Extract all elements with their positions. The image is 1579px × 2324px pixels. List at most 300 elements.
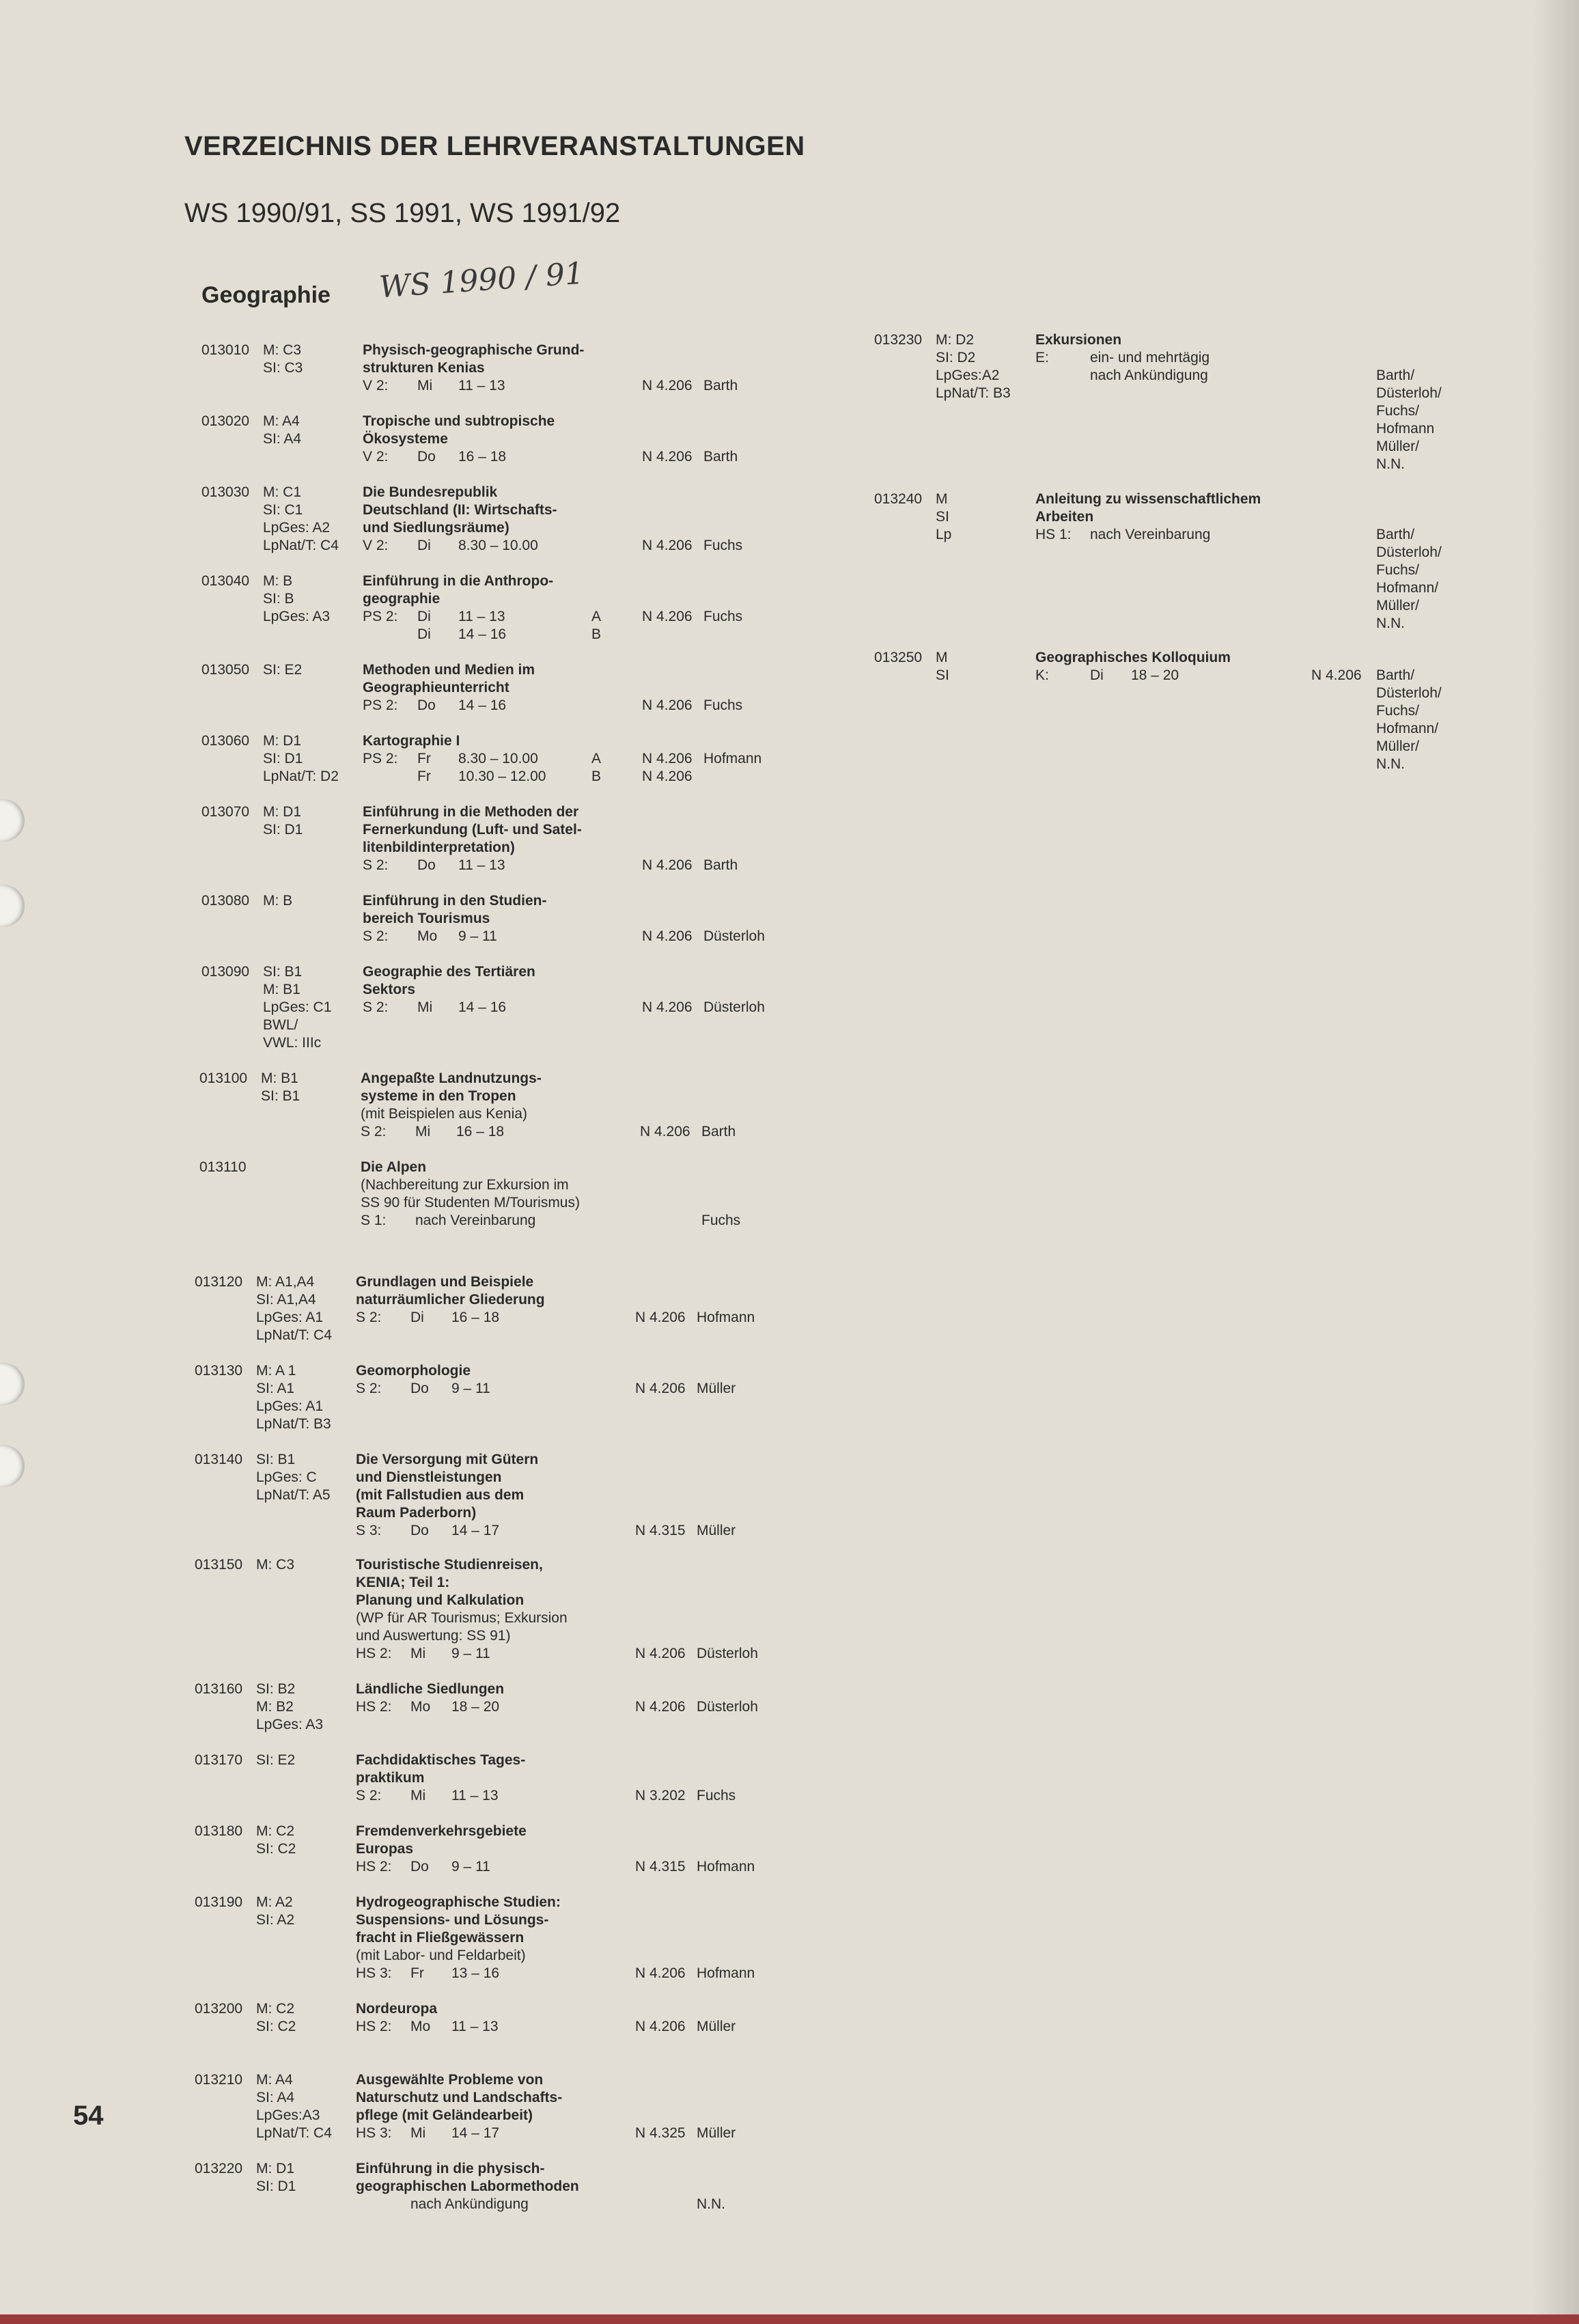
course-info <box>356 1273 615 1327</box>
schedule-type: S 2: <box>361 1124 387 1139</box>
schedule-line <box>356 1380 615 1398</box>
schedule-line <box>356 1698 615 1716</box>
schedule-type: S 2: <box>356 1788 382 1803</box>
program-code: SI: B <box>263 591 294 607</box>
schedule-day: Mo <box>417 928 438 944</box>
lecturer: Düsterloh/ <box>1376 685 1442 701</box>
course-title-line: Nordeuropa <box>356 2001 438 2017</box>
program-code: SI: B1 <box>256 1452 296 1467</box>
schedule-time: 18 – 20 <box>1131 667 1179 683</box>
room: N 4.206 <box>642 928 693 944</box>
lecturer-column <box>703 608 813 626</box>
lecturer: Düsterloh/ <box>1376 544 1442 560</box>
course-number: 013030 <box>201 484 250 500</box>
lecturer-column <box>703 857 813 874</box>
schedule-day: Do <box>417 697 436 713</box>
course-title-line: Raum Paderborn) <box>356 1505 477 1521</box>
course-number: 013050 <box>201 662 250 678</box>
schedule-time: 9 – 11 <box>451 1381 490 1396</box>
program-code: SI: D1 <box>263 822 303 838</box>
course-title-line: Suspensions- und Lösungs- <box>356 1912 549 1928</box>
lecturer: Hofmann/ <box>1376 721 1439 736</box>
program-code: LpNat/T: C4 <box>256 2125 332 2141</box>
schedule-line <box>363 750 622 768</box>
program-code: SI: E2 <box>256 1752 296 1768</box>
room: N 4.206 <box>642 538 693 553</box>
program-code: M: B1 <box>261 1070 298 1086</box>
course-title-line: geographischen Labormethoden <box>356 2178 579 2194</box>
schedule-line <box>356 2125 615 2142</box>
lecturer-column <box>703 377 813 395</box>
schedule-type: K: <box>1035 667 1049 683</box>
course-number: 013230 <box>874 332 923 348</box>
schedule-type: S 2: <box>363 857 389 873</box>
lecturer-column <box>697 1645 806 1663</box>
lecturer-column <box>697 1380 806 1398</box>
schedule-type: S 2: <box>356 1310 382 1325</box>
lecturer-column <box>703 448 813 466</box>
room: N 4.206 <box>642 378 693 393</box>
course-title-line: Anleitung zu wissenschaftlichem <box>1035 491 1261 507</box>
punch-hole <box>0 1445 25 1487</box>
schedule-day: Mo <box>410 1699 431 1715</box>
room: N 3.202 <box>635 1788 686 1803</box>
lecturer: Fuchs <box>703 697 743 713</box>
lecturer: Düsterloh <box>703 999 765 1015</box>
course-number: 013080 <box>201 893 250 909</box>
program-code: M: D1 <box>263 804 302 820</box>
schedule-line <box>363 537 622 555</box>
room: N 4.315 <box>635 1523 686 1538</box>
program-codes <box>256 2071 359 2142</box>
schedule-time: 8.30 – 10.00 <box>458 538 538 553</box>
lecturer: N.N. <box>1376 456 1405 472</box>
schedule-line <box>1035 667 1295 684</box>
program-codes <box>256 1680 359 1734</box>
program-codes <box>256 1451 359 1504</box>
room: N 4.206 <box>642 697 693 713</box>
program-codes <box>256 1362 359 1433</box>
schedule-group: B <box>591 769 602 784</box>
lecturer: Hofmann <box>697 1965 755 1981</box>
program-code: M: A2 <box>256 1894 293 1910</box>
punch-hole <box>0 885 25 927</box>
schedule-time: 8.30 – 10.00 <box>458 751 538 766</box>
schedule-type: PS 2: <box>363 609 398 624</box>
lecturer: N.N. <box>1376 615 1405 631</box>
program-code: SI: E2 <box>263 662 303 678</box>
schedule-type: E: <box>1035 350 1049 365</box>
schedule-day: nach Vereinbarung <box>415 1213 536 1228</box>
schedule-day: Mo <box>410 2019 431 2034</box>
lecturer: Müller/ <box>1376 738 1420 754</box>
program-code: LpNat/T: C4 <box>256 1327 332 1343</box>
room: N 4.206 <box>635 1381 686 1396</box>
course-number: 013180 <box>195 1823 243 1839</box>
course-title-line: Ausgewählte Probleme von <box>356 2072 544 2088</box>
lecturer: Fuchs <box>697 1788 736 1803</box>
program-code: M: C3 <box>263 342 302 358</box>
course-title-line: Physisch-geographische Grund- <box>363 342 585 358</box>
course-title-line: Geographieunterricht <box>363 680 509 695</box>
course-note-line: (mit Labor- und Feldarbeit) <box>356 1948 526 1963</box>
schedule-day: Fr <box>410 1965 424 1981</box>
schedule-type: HS 2: <box>356 1699 392 1715</box>
course-number: 013140 <box>195 1452 243 1467</box>
course-info <box>363 572 622 644</box>
lecturer-column <box>697 1858 806 1876</box>
schedule-line <box>363 448 622 466</box>
schedule-line <box>363 857 622 874</box>
schedule-type: HS 3: <box>356 2125 392 2141</box>
program-code: LpNat/T: C4 <box>263 538 339 553</box>
room: N 4.206 <box>642 609 693 624</box>
lecturer: Müller <box>697 2019 736 2034</box>
program-code: M: D1 <box>256 2161 295 2176</box>
program-code: M <box>936 650 948 665</box>
schedule-type: PS 2: <box>363 751 398 766</box>
lecturer: Hofmann <box>697 1859 755 1875</box>
schedule-day: Do <box>410 1859 429 1875</box>
schedule-day: Fr <box>417 769 431 784</box>
lecturer-column <box>697 1965 806 1982</box>
room <box>1311 349 1386 367</box>
lecturer: Fuchs <box>701 1213 741 1228</box>
room: N 4.206 <box>642 449 693 465</box>
program-code: M: D1 <box>263 733 302 749</box>
course-info <box>363 342 622 395</box>
program-code: SI: A2 <box>256 1912 295 1928</box>
schedule-time: 11 – 13 <box>458 378 505 393</box>
lecturer-column <box>1376 367 1485 473</box>
schedule-line <box>356 1787 615 1805</box>
schedule-time: 18 – 20 <box>451 1699 500 1715</box>
program-code: M: A 1 <box>256 1363 296 1379</box>
course-number: 013110 <box>199 1159 247 1175</box>
course-info <box>356 2071 615 2142</box>
lecturer: Hofmann <box>1376 421 1435 437</box>
course-info <box>1035 331 1295 385</box>
room <box>1311 526 1386 544</box>
program-code: LpGes:A2 <box>936 368 1000 383</box>
schedule-time: 11 – 13 <box>458 609 505 624</box>
course-number: 013090 <box>201 964 250 980</box>
punch-hole <box>0 799 25 842</box>
program-code: LpGes: A1 <box>256 1398 324 1414</box>
schedule-time: 10.30 – 12.00 <box>458 769 546 784</box>
course-title-line: Die Versorgung mit Gütern <box>356 1452 539 1467</box>
course-number: 013250 <box>874 650 923 665</box>
program-code: LpNat/T: B3 <box>936 385 1011 401</box>
lecturer-column <box>703 999 813 1016</box>
course-title-line: naturräumlicher Gliederung <box>356 1292 545 1308</box>
schedule-day: Mi <box>415 1124 431 1139</box>
schedule-day: Di <box>417 538 431 553</box>
schedule-type: HS 2: <box>356 2019 392 2034</box>
course-title-line: Sektors <box>363 982 416 997</box>
schedule-type: S 2: <box>356 1381 382 1396</box>
room: N 4.206 <box>640 1124 690 1139</box>
room: N 4.315 <box>635 1859 686 1875</box>
course-note-line: und Auswertung: SS 91) <box>356 1628 511 1644</box>
course-number: 013120 <box>195 1274 243 1290</box>
schedule-day: Di <box>417 609 431 624</box>
course-title-line: Fremdenverkehrsgebiete <box>356 1823 527 1839</box>
program-code: M: A1,A4 <box>256 1274 315 1290</box>
schedule-type: S 2: <box>363 999 389 1015</box>
lecturer-column <box>703 928 813 945</box>
course-title-line: Naturschutz und Landschafts- <box>356 2090 563 2105</box>
lecturer: Düsterloh <box>703 928 765 944</box>
lecturer: Müller/ <box>1376 598 1420 613</box>
lecturer-column <box>697 2125 806 2142</box>
course-info <box>363 661 622 715</box>
lecturer: Hofmann/ <box>1376 580 1439 596</box>
room-column <box>1311 667 1386 684</box>
schedule-line <box>356 1965 615 1982</box>
program-codes <box>936 331 1038 402</box>
lecturer-column <box>701 1123 811 1141</box>
program-code: SI: C2 <box>256 1841 296 1857</box>
room: N 4.206 <box>635 1646 686 1661</box>
program-code: SI <box>936 509 949 525</box>
program-codes <box>263 732 365 786</box>
room-column <box>1311 349 1386 367</box>
lecturer: Düsterloh <box>697 1646 758 1661</box>
lecturer: Barth/ <box>1376 527 1415 542</box>
schedule-line <box>363 697 622 715</box>
schedule-line <box>363 626 622 644</box>
program-code: SI: B1 <box>261 1088 301 1104</box>
page-number: 54 <box>73 2101 104 2131</box>
program-code: M: A4 <box>256 2072 293 2088</box>
program-code: SI: B2 <box>256 1681 296 1697</box>
schedule-type: HS 3: <box>356 1965 392 1981</box>
schedule-line <box>361 1212 620 1230</box>
handwritten-note: WS 1990 / 91 <box>378 255 585 305</box>
lecturer: Hofmann <box>703 751 762 766</box>
course-title-line: Geographisches Kolloquium <box>1035 650 1231 665</box>
schedule-time: 9 – 11 <box>451 1859 490 1875</box>
schedule-day: Do <box>417 449 436 465</box>
course-info <box>361 1070 620 1141</box>
course-number: 013170 <box>195 1752 243 1768</box>
lecturer: Barth <box>703 449 738 465</box>
schedule-type: S 3: <box>356 1523 382 1538</box>
lecturer: Barth/ <box>1376 368 1415 383</box>
lecturer: Müller <box>697 2125 736 2141</box>
program-code: M: B1 <box>263 982 301 997</box>
course-info <box>356 1451 615 1540</box>
lecturer: Müller <box>697 1381 736 1396</box>
room: N 4.206 <box>635 1965 686 1981</box>
course-info <box>356 1680 615 1716</box>
schedule-line <box>363 928 622 945</box>
course-title-line: Geomorphologie <box>356 1363 471 1379</box>
program-code: SI <box>936 667 949 683</box>
program-codes <box>256 1894 359 1929</box>
program-code: LpGes: A1 <box>256 1310 324 1325</box>
lecturer-column <box>703 697 813 715</box>
course-info <box>1035 490 1295 544</box>
schedule-type: S 2: <box>363 928 389 944</box>
program-code: M: B <box>263 893 293 909</box>
program-code: SI: A1,A4 <box>256 1292 316 1308</box>
course-info <box>363 732 622 786</box>
course-title-line: fracht in Fließgewässern <box>356 1930 525 1946</box>
course-title-line: Einführung in die Anthropo- <box>363 573 554 589</box>
room: N 4.206 <box>1311 667 1362 683</box>
schedule-day: Do <box>417 857 436 873</box>
course-info <box>356 1556 615 1663</box>
program-code: SI: C1 <box>263 502 303 518</box>
page-subtitle: WS 1990/91, SS 1991, WS 1991/92 <box>184 198 621 228</box>
course-number: 013070 <box>201 804 250 820</box>
course-title-line: Exkursionen <box>1035 332 1122 348</box>
course-title-line: Ökosysteme <box>363 431 448 447</box>
program-code: SI: B1 <box>263 964 303 980</box>
program-code: LpNat/T: D2 <box>263 769 339 784</box>
schedule-type: HS 2: <box>356 1646 392 1661</box>
program-codes <box>256 2000 359 2036</box>
program-code: LpGes: C1 <box>263 999 332 1015</box>
schedule-line <box>356 1858 615 1876</box>
program-code: SI: D1 <box>256 2178 296 2194</box>
program-code: M: C3 <box>256 1557 295 1573</box>
program-code: M: C2 <box>256 2001 295 2017</box>
program-code: LpGes:A3 <box>256 2107 320 2123</box>
course-number: 013010 <box>201 342 250 358</box>
course-title-line: Angepaßte Landnutzungs- <box>361 1070 542 1086</box>
course-title-line: systeme in den Tropen <box>361 1088 516 1104</box>
lecturer-column <box>1376 526 1485 633</box>
course-title-line: Einführung in den Studien- <box>363 893 547 909</box>
course-note-line: (WP für AR Tourismus; Exkursion <box>356 1610 568 1626</box>
schedule-time: 9 – 11 <box>458 928 497 944</box>
room: N 4.206 <box>635 1310 686 1325</box>
course-info <box>356 1823 615 1876</box>
program-code: LpGes: A2 <box>263 520 331 536</box>
program-codes <box>263 342 365 377</box>
course-title-line: Ländliche Siedlungen <box>356 1681 505 1697</box>
program-code: M: D2 <box>936 332 975 348</box>
program-code: M: B2 <box>256 1699 294 1715</box>
lecturer: Barth <box>703 378 738 393</box>
schedule-time: 14 – 17 <box>451 1523 500 1538</box>
course-number: 013200 <box>195 2001 243 2017</box>
program-codes <box>263 661 365 679</box>
schedule-day: Fr <box>417 751 431 766</box>
course-info <box>363 484 622 555</box>
course-number: 013190 <box>195 1894 243 1910</box>
room: N 4.206 <box>635 2019 686 2034</box>
schedule-day: Do <box>410 1381 429 1396</box>
course-info <box>363 413 622 466</box>
room: N 4.206 <box>642 751 693 766</box>
schedule-time: 14 – 16 <box>458 999 507 1015</box>
room: N 4.325 <box>635 2125 686 2141</box>
lecturer-column <box>701 1212 811 1230</box>
course-title-line: praktikum <box>356 1770 425 1786</box>
course-title-line: Die Bundesrepublik <box>363 484 498 500</box>
schedule-line <box>356 2018 615 2036</box>
schedule-day: ein- und mehrtägig <box>1090 350 1210 365</box>
course-info <box>363 803 622 874</box>
course-title-line: Tropische und subtropische <box>363 413 555 429</box>
course-title-line: und Siedlungsräume) <box>363 520 509 536</box>
schedule-time: 13 – 16 <box>451 1965 500 1981</box>
schedule-group: A <box>591 751 602 766</box>
program-code: LpGes: A3 <box>263 609 331 624</box>
program-code: M: A4 <box>263 413 300 429</box>
program-code: LpGes: C <box>256 1469 317 1485</box>
room: N 4.206 <box>642 769 693 784</box>
schedule-type: S 1: <box>361 1213 387 1228</box>
lecturer-column <box>697 2196 806 2213</box>
course-info <box>363 892 622 945</box>
schedule-line <box>356 2196 615 2213</box>
schedule-line <box>356 1645 615 1663</box>
course-note-line: (mit Beispielen aus Kenia) <box>361 1106 527 1122</box>
program-code: SI: A1 <box>256 1381 295 1396</box>
schedule-line <box>361 1123 620 1141</box>
schedule-line <box>363 999 622 1016</box>
course-number: 013160 <box>195 1681 243 1697</box>
schedule-time: 9 – 11 <box>451 1646 490 1661</box>
program-codes <box>256 2160 359 2196</box>
schedule-time: 16 – 18 <box>451 1310 500 1325</box>
schedule-type: V 2: <box>363 538 389 553</box>
lecturer: Müller/ <box>1376 439 1420 454</box>
schedule-time: 16 – 18 <box>456 1124 505 1139</box>
course-number: 013220 <box>195 2161 243 2176</box>
schedule-time: 11 – 13 <box>451 1788 499 1803</box>
schedule-line <box>356 1522 615 1540</box>
course-title-line: pflege (mit Geländearbeit) <box>356 2107 533 2123</box>
lecturer: Düsterloh/ <box>1376 385 1442 401</box>
schedule-type: HS 2: <box>356 1859 392 1875</box>
program-code: SI: A4 <box>256 2090 295 2105</box>
program-code: M: B <box>263 573 293 589</box>
course-number: 013130 <box>195 1363 243 1379</box>
schedule-group: B <box>591 626 602 642</box>
schedule-day: Di <box>417 626 431 642</box>
course-note-line: SS 90 für Studenten M/Tourismus) <box>361 1195 580 1211</box>
course-info <box>361 1159 620 1230</box>
schedule-time: 11 – 13 <box>458 857 505 873</box>
lecturer: Barth/ <box>1376 667 1415 683</box>
lecturer: Fuchs <box>703 609 743 624</box>
course-title-line: Grundlagen und Beispiele <box>356 1274 534 1290</box>
course-number: 013020 <box>201 413 250 429</box>
schedule-day: Mi <box>410 1788 426 1803</box>
lecturer: Fuchs/ <box>1376 703 1420 719</box>
course-title-line: Fachdidaktisches Tages- <box>356 1752 526 1768</box>
schedule-time: 11 – 13 <box>451 2019 499 2034</box>
lecturer: Barth <box>703 857 738 873</box>
program-codes <box>256 1752 359 1769</box>
page-title: VERZEICHNIS DER LEHRVERANSTALTUNGEN <box>184 131 805 161</box>
schedule-line <box>1035 367 1295 385</box>
program-code: VWL: IIIc <box>263 1035 322 1051</box>
course-info <box>356 1894 615 1982</box>
course-title-line: KENIA; Teil 1: <box>356 1575 450 1590</box>
program-code: Lp <box>936 527 952 542</box>
lecturer: Fuchs/ <box>1376 562 1420 578</box>
schedule-day: Mi <box>410 2125 426 2141</box>
lecturer: N.N. <box>697 2196 725 2212</box>
program-code: SI: A4 <box>263 431 302 447</box>
